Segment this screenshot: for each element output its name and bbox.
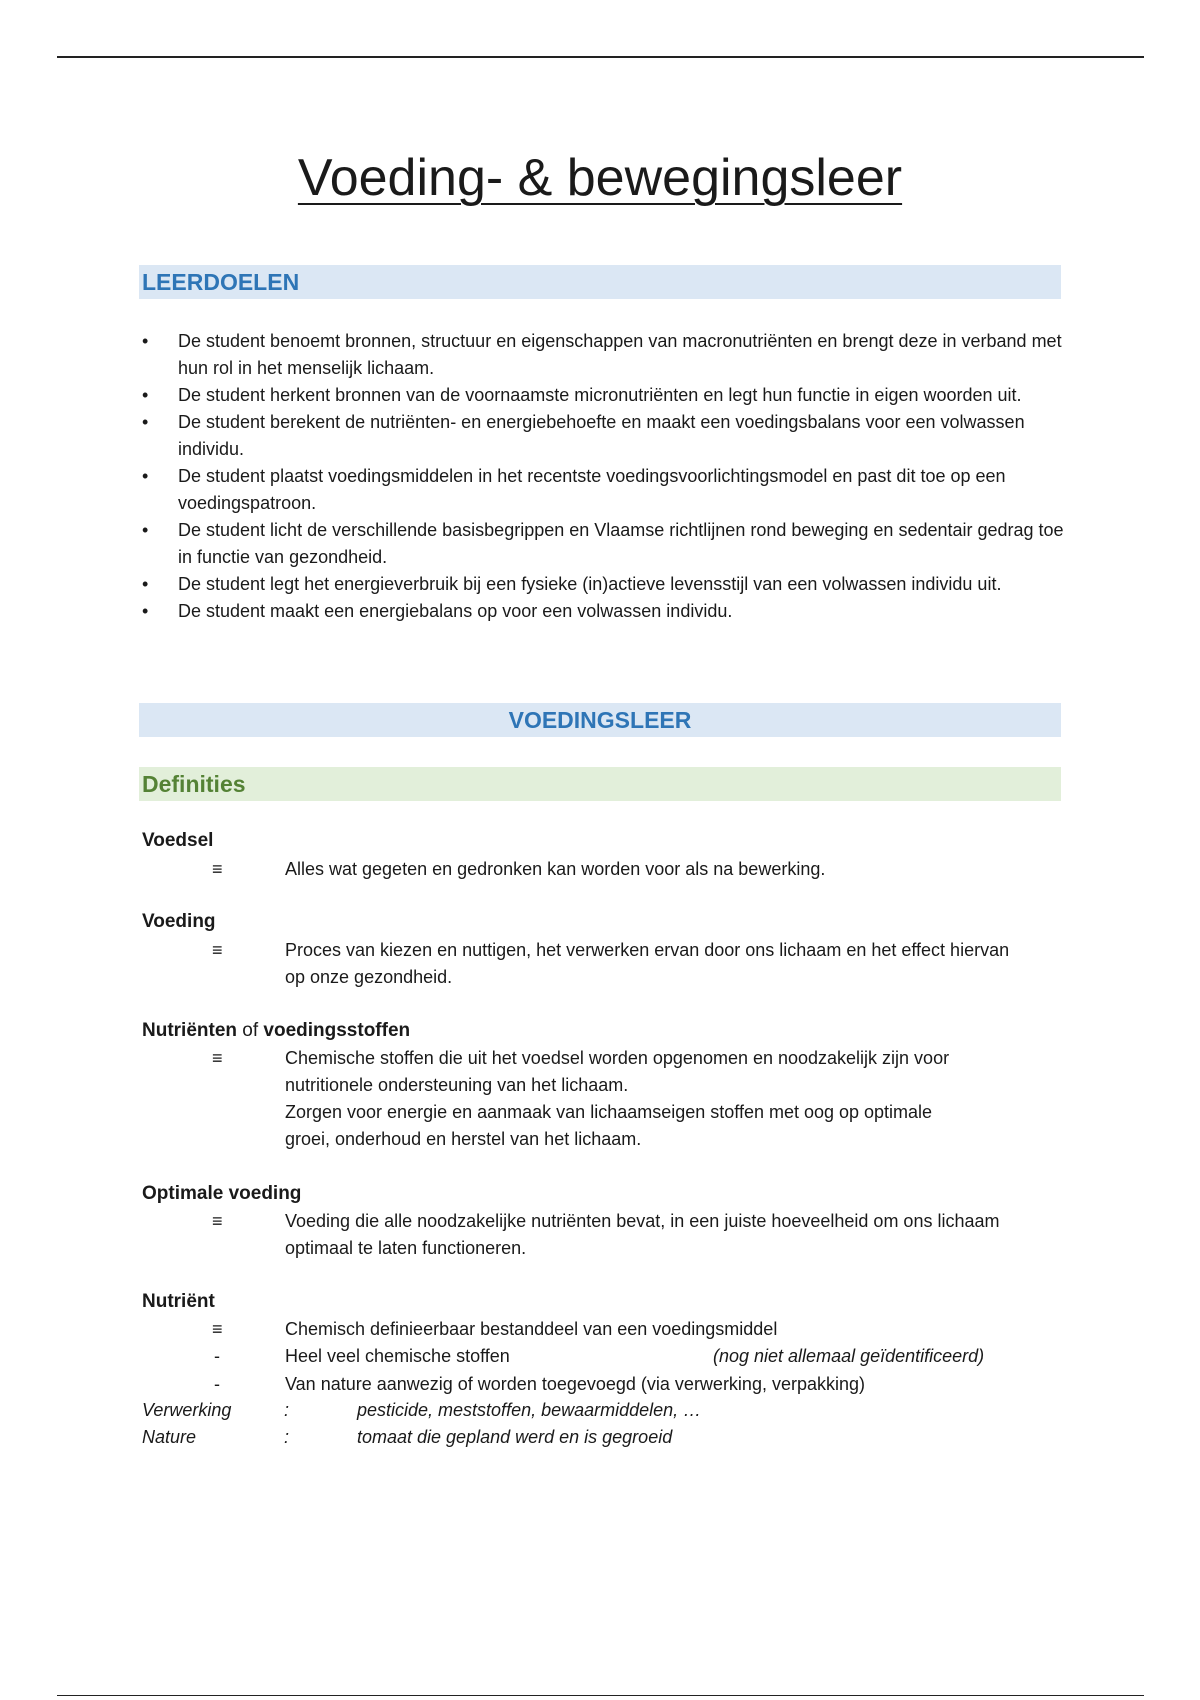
bullet-icon: •	[142, 574, 149, 594]
list-item: • De student maakt een energiebalans op voor een volwassen individu.	[139, 598, 1064, 625]
equivalent-icon: ≡	[212, 1048, 223, 1068]
document-title: Voeding- & bewegingsleer	[297, 149, 903, 207]
footer-rule	[57, 1695, 1144, 1696]
equivalent-icon: ≡	[212, 859, 223, 879]
equivalent-icon: ≡	[212, 1319, 223, 1339]
list-item: • De student licht de verschillende basisbegrippen en Vlaamse richtlijnen rond beweging en sedentair gedrag toe in functie van gezondheid.	[139, 517, 1064, 571]
nutrient-point-2: Van nature aanwezig of worden toegevoegd (via verwerking, verpakking)	[285, 1374, 865, 1394]
list-item: • De student herkent bronnen van de voornaamste micronutriënten en legt hun functie in eigen woorden uit.	[139, 382, 1064, 409]
list-item: • De student plaatst voedingsmiddelen in het recentste voedingsvoorlichtingsmodel en past dit toe op een voedingspatroon.	[139, 463, 1064, 517]
dash-icon: -	[214, 1346, 220, 1366]
dash-icon: -	[214, 1374, 220, 1394]
bullet-icon: •	[142, 412, 149, 432]
nutrient-point-1-note: (nog niet allemaal geïdentificeerd)	[713, 1346, 985, 1366]
term-optimale-voeding: Optimale voeding	[142, 1183, 302, 1204]
definition-optimale-voeding: Voeding die alle noodzakelijke nutriënten bevat, in een juiste hoeveelheid om ons lichaam optimaal te laten functioneren.	[285, 1211, 1000, 1258]
term-voeding: Voeding	[142, 911, 216, 932]
header-rule	[57, 56, 1144, 58]
list-item: • De student legt het energieverbruik bij een fysieke (in)actieve levensstijl van een volwassen individu uit.	[139, 571, 1064, 598]
bullet-icon: •	[142, 520, 149, 540]
list-item: • De student benoemt bronnen, structuur en eigenschappen van macronutriënten en brengt deze in verband met hun rol in het menselijk lichaam.	[139, 328, 1064, 382]
definition-nutrienten-extra: Zorgen voor energie en aanmaak van lichaamseigen stoffen met oog op optimale groei, onderhoud en herstel van het lichaam.	[285, 1102, 933, 1149]
section-heading-voedingsleer: VOEDINGSLEER	[139, 703, 1061, 737]
bullet-icon: •	[142, 385, 149, 405]
term-voedsel: Voedsel	[142, 830, 214, 851]
equivalent-icon: ≡	[212, 1211, 223, 1231]
bullet-icon: •	[142, 466, 149, 486]
definition-voeding: Proces van kiezen en nuttigen, het verwerken ervan door ons lichaam en het effect hiervan op onze gezondheid.	[285, 940, 1010, 987]
section-heading-leerdoelen: LEERDOELEN	[139, 265, 1061, 299]
definition-nutrient: Chemisch definieerbaar bestanddeel van een voedingsmiddel	[285, 1319, 778, 1339]
list-item: • De student berekent de nutriënten- en energiebehoefte en maakt een voedingsbalans voor een volwassen individu.	[139, 409, 1064, 463]
term-nutrient: Nutriënt	[142, 1291, 215, 1312]
equivalent-icon: ≡	[212, 940, 223, 960]
section-heading-definities: Definities	[139, 767, 1061, 801]
term-nutrienten: Nutriënten of voedingsstoffen	[142, 1020, 411, 1041]
definition-voedsel: Alles wat gegeten en gedronken kan worden voor als na bewerking.	[285, 859, 826, 879]
bullet-icon: •	[142, 331, 149, 351]
bullet-icon: •	[142, 601, 149, 621]
leerdoelen-list	[139, 328, 1064, 625]
definition-nutrienten: Chemische stoffen die uit het voedsel worden opgenomen en noodzakelijk zijn voor nutritionele ondersteuning van het lichaam.	[285, 1048, 950, 1095]
nutrient-point-1: Heel veel chemische stoffen	[285, 1346, 510, 1366]
